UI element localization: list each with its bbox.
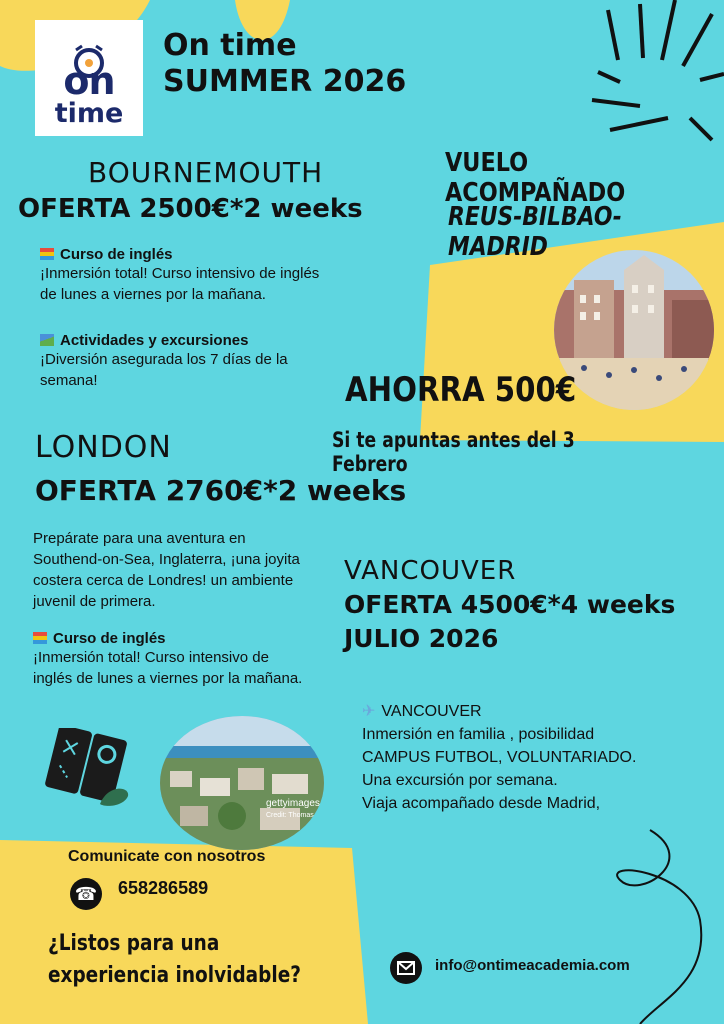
activities-heading: [40, 332, 340, 349]
sun-rays: [592, 0, 724, 140]
vancouver-details: [362, 700, 722, 815]
bournemouth-course: [40, 246, 340, 305]
flight-route: REUS-BILBAO-MADRID: [448, 202, 622, 262]
promo-deadline: Si te apuntas antes del 3 Febrero: [332, 428, 575, 476]
phone-icon: ☎: [70, 878, 102, 910]
vancouver-offer: OFERTA 4500€*4 weeks: [344, 590, 676, 619]
phone-number[interactable]: 658286589: [118, 878, 209, 898]
vancouver-line-4: Viaja acompañado desde Madrid,: [362, 795, 601, 812]
books-icon: [40, 248, 54, 260]
bournemouth-activities: [40, 332, 340, 391]
season-title: SUMMER 2026: [163, 64, 407, 99]
airplane-icon: ✈: [362, 703, 376, 720]
vancouver-line-1: Inmersión en familia , posibilidad: [362, 726, 595, 743]
logo-text-on: on: [63, 59, 115, 103]
contact-heading: Comunicate con nosotros: [68, 848, 266, 865]
vancouver-line-3: Una excursión por semana.: [362, 772, 558, 789]
squiggle-line: [617, 830, 701, 1024]
envelope-glyph: [390, 952, 422, 984]
promo-save: AHORRA 500€: [345, 370, 577, 410]
london-course-text: ¡Inmersión total! Curso intensivo de inglés de lunes a viernes por la mañana.: [33, 649, 303, 687]
vancouver-month: JULIO 2026: [344, 624, 499, 653]
email-address[interactable]: info@ontimeacademia.com: [435, 957, 630, 974]
london-course: [33, 630, 305, 689]
bournemouth-city: BOURNEMOUTH: [88, 156, 324, 189]
map-pin-icon: [42, 728, 132, 808]
london-intro: Prepárate para una aventura en Southend-on-Sea, Inglaterra, ¡una joyita costera cerca de Londres! un ambiente juvenil de primera.: [33, 530, 300, 610]
logo: [35, 20, 143, 136]
bournemouth-offer: OFERTA 2500€*2 weeks: [18, 194, 363, 224]
bournemouth-photo: [554, 250, 714, 410]
london-course-title: Curso de inglés: [53, 630, 166, 647]
email-icon: [390, 952, 422, 984]
london-course-heading: [33, 630, 305, 647]
vancouver-details-heading: [362, 700, 722, 723]
brand-name: On time: [163, 28, 297, 63]
london-offer: OFERTA 2760€*2 weeks: [35, 474, 407, 507]
vancouver-line-2: CAMPUS FUTBOL, VOLUNTARIADO.: [362, 749, 637, 766]
vancouver-city: VANCOUVER: [344, 556, 517, 586]
flight-heading: VUELO ACOMPAÑADO: [445, 148, 626, 208]
photo-credit: Credit: Thomas F: [266, 812, 320, 819]
london-city: LONDON: [35, 430, 172, 465]
course-heading: [40, 246, 340, 263]
logo-text-time: time: [54, 98, 124, 129]
photo-watermark: gettyimages: [266, 798, 320, 809]
coastal-town-photo: [160, 716, 324, 850]
course-title: Curso de inglés: [60, 246, 173, 263]
brand-title: [163, 28, 406, 100]
closing-question: ¿Listos para una experiencia inolvidable?: [48, 931, 301, 988]
aerial-illustration: [160, 716, 324, 850]
landscape-icon: [40, 334, 54, 346]
activities-text: ¡Diversión asegurada los 7 días de la semana!: [40, 351, 288, 389]
seafront-illustration: [554, 250, 714, 410]
activities-title: Actividades y excursiones: [60, 332, 249, 349]
books-icon: [33, 632, 47, 644]
vancouver-details-title: VANCOUVER: [381, 703, 482, 720]
course-text: ¡Inmersión total! Curso intensivo de inglés de lunes a viernes por la mañana.: [40, 265, 320, 303]
